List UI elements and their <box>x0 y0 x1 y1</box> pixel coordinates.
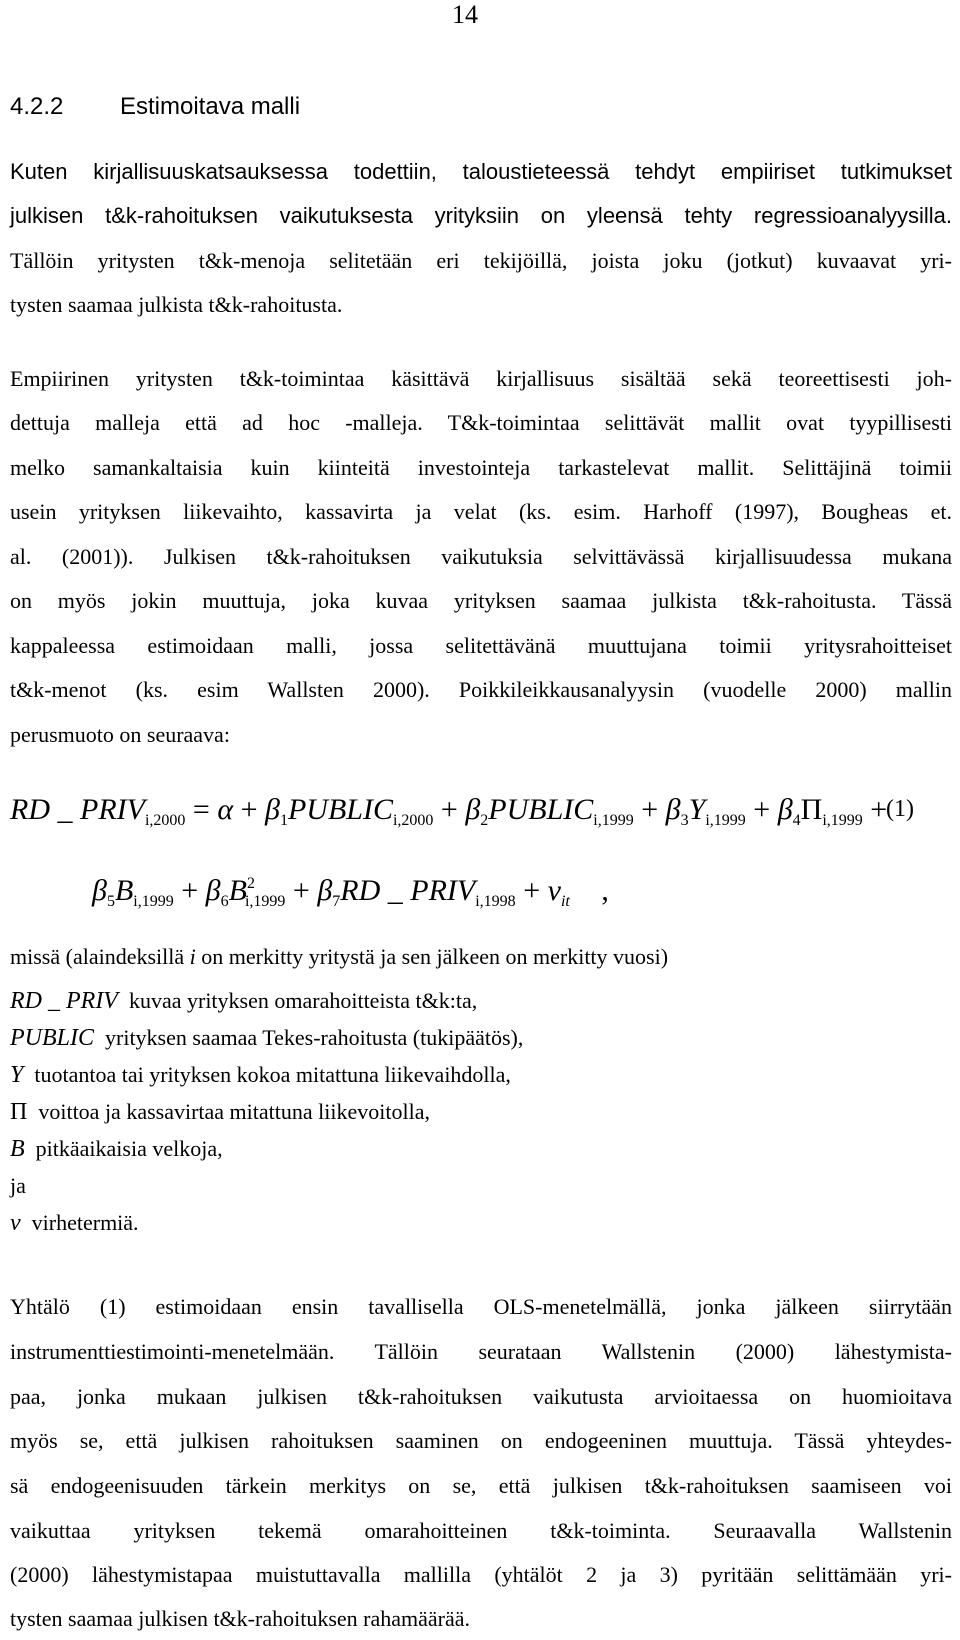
para3-line-6: vaikuttaa yrityksen tekemä omarahoitteinen t&k-toiminta. Seuraavalla Wallstenin <box>10 1518 952 1543</box>
para1-line-4: tysten saamaa julkista t&k-rahoitusta. <box>10 292 343 317</box>
para2-line-7: kappaleessa estimoidaan malli, jossa selitettävänä muuttujana toimii yritysrahoitteiset <box>10 633 952 658</box>
page-number: 14 <box>452 0 478 29</box>
para3-line-8: tysten saamaa julkisen t&k-rahoituksen rahamäärää. <box>10 1606 470 1631</box>
definition-pi: Π voittoa ja kassavirtaa mitattuna liikevoitolla, <box>10 1099 430 1125</box>
section-heading <box>10 93 300 121</box>
para3-line-1: Yhtälö (1) estimoidaan ensin tavallisella OLS-menetelmällä, jonka jälkeen siirrytään <box>10 1294 952 1319</box>
equation-explanation: missä (alaindeksillä i on merkitty yritystä ja sen jälkeen on merkitty vuosi) <box>10 944 669 969</box>
definition-rd-priv: RD _ PRIV kuvaa yrityksen omarahoitteista t&k:ta, <box>10 988 478 1014</box>
para2-line-8: t&k-menot (ks. esim Wallsten 2000). Poikkileikkausanalyysin (vuodelle 2000) mallin <box>10 677 952 702</box>
para2-line-1: Empiirinen yritysten t&k-toimintaa käsittävä kirjallisuus sisältää sekä teoreettisesti joh- <box>10 366 952 391</box>
equation-line-1: RD _ $PRIV_{i,2000} = \alpha$ + $\beta_1PUBLIC_{i,2000}$ + $\beta_2PUBLIC_{i,1999} + \beta_3Y_{i,1999} + \beta_4\Pi_{i,1999}$ + <box>10 793 888 829</box>
para3-line-2: instrumenttiestimointi-menetelmään. Tällöin seurataan Wallstenin (2000) lähestymista- <box>10 1339 952 1364</box>
eq-alpha: α <box>217 793 234 826</box>
para1-line-2: julkisen t&k-rahoituksen vaikutuksesta yrityksiin on yleensä tehty regressioanalyysilla. <box>10 203 952 228</box>
definition-public: PUBLIC yrityksen saamaa Tekes-rahoitusta (tukipäätös), <box>10 1025 524 1051</box>
section-number: 4.2.2 <box>10 93 64 120</box>
eq-rd-priv: RD _ PRIV <box>10 793 145 826</box>
para3-line-5: sä endogeenisuuden tärkein merkitys on se, että julkisen t&k-rahoituksen saamiseen voi <box>10 1473 952 1498</box>
equation-line-2: $\beta_5B_{i,1999} + \beta_6B^2_{i,1999} + \beta_7RD$ _ $PRIV_{i,1998} + v_{it}$ , <box>92 874 609 910</box>
para2-line-9: perusmuoto on seuraava: <box>10 722 230 747</box>
para2-line-2: dettuja malleja että ad hoc -malleja. T&k-toimintaa selittävät mallit ovat tyypillisesti <box>10 410 952 435</box>
para1-line-1: Kuten kirjallisuuskatsauksessa todettiin, taloustieteessä tehdyt empiiriset tutkimukset <box>10 159 952 184</box>
para2-line-6: on myös jokin muuttuja, joka kuvaa yrityksen saamaa julkista t&k-rahoitusta. Tässä <box>10 588 952 613</box>
para2-line-4: usein yrityksen liikevaihto, kassavirta ja velat (ks. esim. Harhoff (1997), Bougheas et. <box>10 499 952 524</box>
definition-and: ja <box>10 1173 26 1198</box>
para3-line-7: (2000) lähestymistapaa muistuttavalla mallilla (yhtälöt 2 ja 3) pyritään selittämään yri- <box>10 1562 952 1587</box>
definition-v: v virhetermiä. <box>10 1210 139 1236</box>
section-title: Estimoitava malli <box>120 93 301 120</box>
para2-line-3: melko samankaltaisia kuin kiinteitä investointeja tarkastelevat mallit. Selittäjinä toimii <box>10 455 952 480</box>
equation-number: (1) <box>886 796 914 822</box>
para3-line-4: myös se, että julkisen rahoituksen saaminen on endogeeninen muuttuja. Tässä yhteydes- <box>10 1428 952 1453</box>
para3-line-3: paa, jonka mukaan julkisen t&k-rahoituksen vaikutusta arvioitaessa on huomioitava <box>10 1384 952 1409</box>
para2-line-5: al. (2001)). Julkisen t&k-rahoituksen vaikutuksia selvittävässä kirjallisuudessa mukana <box>10 544 952 569</box>
definition-b: B pitkäaikaisia velkoja, <box>10 1136 223 1162</box>
definition-y: Y tuotantoa tai yrityksen kokoa mitattuna liikevaihdolla, <box>10 1062 511 1088</box>
para1-line-3: Tällöin yritysten t&k-menoja selitetään eri tekijöillä, joista joku (jotkut) kuvaavat yri- <box>10 248 952 273</box>
